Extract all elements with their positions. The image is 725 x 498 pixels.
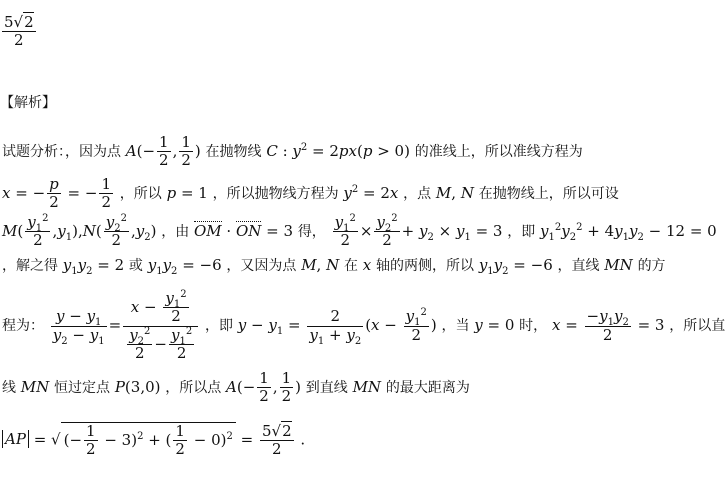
line-4: ，解之得 $y_1y_2 = 2$ 或 $y_1y_2 = -6$ ，又因为点 M, N 在 x 轴的两侧，所以 $y_1y_2 = -6$ ，直线 MN 的方 [2,256,666,277]
line-2: x = − $\frac{p}{2}$ = − $\frac{1}{2}$ ，所以 p = 1 ，所以抛物线方程为 $y^2 = 2x$ ，点 M, N 在抛物线上，所以可设 [2,175,619,212]
line-6: 线 MN 恒过定点 P(3,0) ，所以点 A(− $\frac{1}{2}$ , $\frac{1}{2}$ ) 到直线 MN 的最大距离为 [2,369,470,406]
line-5: 程为： $\frac{y - y_1}{y_2 - y_1}$ = x − $\frac{y_1^2}{2}$ $\frac{y_2^2}{2}$ − $\frac{y_1^2}{2}$ ，即 $y - y_1$ = $\frac{2}{y_1 + y_2}$ (x − $\frac{y_1^2}{2}$ ) ，当 y = 0 时， x = $\frac{-y_1y_2}{2}$ = 3 ，所以直 [2,289,725,362]
line-1: 试题分析：，因为点 A(− $\frac{1}{2}$ , $\frac{1}{2}$ ) 在抛物线 C : $y^2 = 2px(p > 0)$ 的准线上，所以准线方程为 [2,133,583,170]
answer-fraction: $\frac{5√2}{2}$ [4,13,34,50]
line-3: M( $\frac{y_1^2}{2}$ $,y_1),N$( $\frac{y_2^2}{2}$ $,y_2$) ，由 OM · ON = 3 得， $\frac{y_1^2}{2}$ × $\frac{y_2^2}{2}$ + $y_2 \times y_1 = 3$ ，即 $y_1^2y_2^2 + 4y_1y_2 - 12 = 0$ [2,213,717,250]
analysis-heading: 【解析】 [0,95,56,111]
line-7: AP = √ (− $\frac{1}{2}$ − 3)$^2$ + ( $\frac{1}{2}$ − 0)$^2$ = $\frac{5√2}{2}$ . [2,422,305,459]
